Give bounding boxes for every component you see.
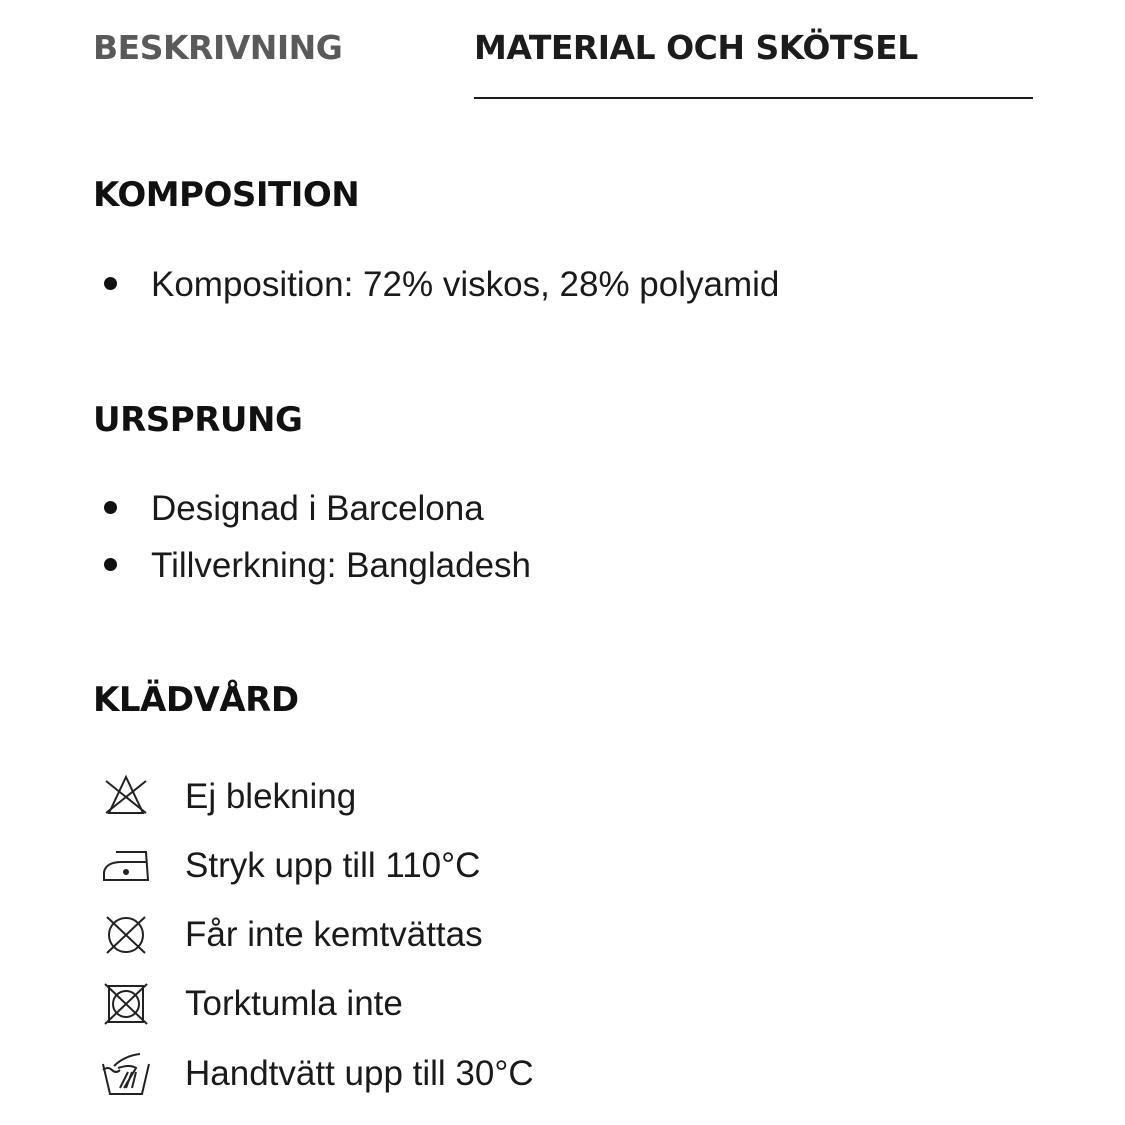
care-heading: KLÄDVÅRD bbox=[93, 680, 299, 720]
bullet-icon bbox=[104, 558, 117, 571]
tab-bar bbox=[93, 22, 1033, 102]
bullet-icon bbox=[104, 277, 117, 290]
tab-description[interactable]: BESKRIVNING bbox=[93, 28, 343, 67]
list-item: Tillverkning: Bangladesh bbox=[104, 546, 531, 586]
no-tumble-dry-icon bbox=[100, 980, 152, 1028]
care-item: Får inte kemtvättas bbox=[100, 910, 483, 960]
active-tab-indicator bbox=[474, 97, 1033, 99]
composition-heading: KOMPOSITION bbox=[93, 175, 360, 215]
no-bleach-icon bbox=[100, 773, 152, 821]
care-item: Stryk upp till 110°C bbox=[100, 841, 480, 891]
bullet-icon bbox=[104, 501, 117, 514]
iron-low-icon bbox=[100, 842, 152, 890]
hand-wash-icon bbox=[100, 1050, 152, 1098]
no-dry-clean-icon bbox=[100, 911, 152, 959]
list-item: Designad i Barcelona bbox=[104, 489, 484, 529]
care-item: Torktumla inte bbox=[100, 979, 403, 1029]
list-item: Komposition: 72% viskos, 28% polyamid bbox=[104, 265, 779, 305]
care-item: Ej blekning bbox=[100, 772, 356, 822]
care-item: Handtvätt upp till 30°C bbox=[100, 1049, 534, 1099]
origin-heading: URSPRUNG bbox=[93, 400, 303, 440]
tab-material-care[interactable]: MATERIAL OCH SKÖTSEL bbox=[474, 28, 918, 67]
